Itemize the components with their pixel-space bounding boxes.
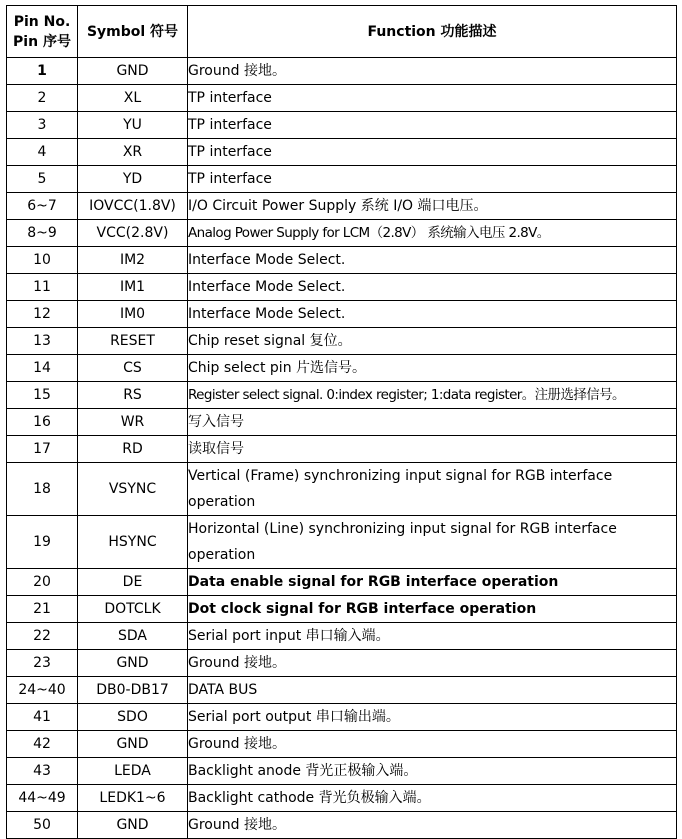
header-pin-line2: Pin 序号 bbox=[13, 33, 71, 50]
pin-number-cell: 44~49 bbox=[7, 785, 78, 812]
symbol-cell: IM0 bbox=[78, 301, 188, 328]
function-cell: Interface Mode Select. bbox=[188, 274, 677, 301]
table-row bbox=[7, 812, 677, 839]
function-cell: Horizontal (Line) synchronizing input signal for RGB interface operation bbox=[188, 516, 677, 569]
pin-number-cell: 5 bbox=[7, 166, 78, 193]
table-row bbox=[7, 220, 677, 247]
pin-number-cell: 18 bbox=[7, 463, 78, 516]
pin-number-cell: 12 bbox=[7, 301, 78, 328]
table-body bbox=[7, 58, 677, 839]
function-cell: Ground 接地。 bbox=[188, 58, 677, 85]
function-cell: Data enable signal for RGB interface operation bbox=[188, 569, 677, 596]
function-cell: Ground 接地。 bbox=[188, 812, 677, 839]
pin-number-cell: 13 bbox=[7, 328, 78, 355]
pin-number-cell: 2 bbox=[7, 85, 78, 112]
table-row bbox=[7, 436, 677, 463]
table-row bbox=[7, 274, 677, 301]
table-row bbox=[7, 677, 677, 704]
pin-number-cell: 43 bbox=[7, 758, 78, 785]
function-cell: Ground 接地。 bbox=[188, 650, 677, 677]
table-header-row bbox=[7, 6, 677, 58]
pin-number-cell: 50 bbox=[7, 812, 78, 839]
pin-number-cell: 42 bbox=[7, 731, 78, 758]
symbol-cell: GND bbox=[78, 650, 188, 677]
symbol-cell: RD bbox=[78, 436, 188, 463]
function-cell: Interface Mode Select. bbox=[188, 301, 677, 328]
symbol-cell: GND bbox=[78, 812, 188, 839]
pin-number-cell: 10 bbox=[7, 247, 78, 274]
header-pin bbox=[7, 6, 78, 58]
function-cell: Interface Mode Select. bbox=[188, 247, 677, 274]
pin-number-cell: 3 bbox=[7, 112, 78, 139]
function-cell: Backlight anode 背光正极输入端。 bbox=[188, 758, 677, 785]
header-function: Function 功能描述 bbox=[188, 6, 677, 58]
function-cell: I/O Circuit Power Supply 系统 I/O 端口电压。 bbox=[188, 193, 677, 220]
table-row bbox=[7, 731, 677, 758]
table-row bbox=[7, 650, 677, 677]
table-row bbox=[7, 704, 677, 731]
symbol-cell: LEDK1~6 bbox=[78, 785, 188, 812]
function-cell: TP interface bbox=[188, 112, 677, 139]
function-cell: TP interface bbox=[188, 139, 677, 166]
table-row bbox=[7, 382, 677, 409]
symbol-cell: VCC(2.8V) bbox=[78, 220, 188, 247]
function-cell: Chip select pin 片选信号。 bbox=[188, 355, 677, 382]
table-row bbox=[7, 516, 677, 569]
function-cell: Serial port output 串口输出端。 bbox=[188, 704, 677, 731]
table-row bbox=[7, 301, 677, 328]
table-row bbox=[7, 58, 677, 85]
function-cell: Dot clock signal for RGB interface operation bbox=[188, 596, 677, 623]
function-cell: Serial port input 串口输入端。 bbox=[188, 623, 677, 650]
pin-number-cell: 4 bbox=[7, 139, 78, 166]
header-pin-line1: Pin No. bbox=[13, 13, 71, 30]
function-cell: Backlight cathode 背光负极输入端。 bbox=[188, 785, 677, 812]
pin-number-cell: 17 bbox=[7, 436, 78, 463]
pin-number-cell: 21 bbox=[7, 596, 78, 623]
symbol-cell: HSYNC bbox=[78, 516, 188, 569]
table-row bbox=[7, 166, 677, 193]
function-cell: Vertical (Frame) synchronizing input signal for RGB interface operation bbox=[188, 463, 677, 516]
function-cell: TP interface bbox=[188, 85, 677, 112]
pin-number-cell: 19 bbox=[7, 516, 78, 569]
function-cell: TP interface bbox=[188, 166, 677, 193]
table-row bbox=[7, 409, 677, 436]
pin-number-cell: 23 bbox=[7, 650, 78, 677]
symbol-cell: XR bbox=[78, 139, 188, 166]
pin-number-cell: 20 bbox=[7, 569, 78, 596]
table-row bbox=[7, 112, 677, 139]
symbol-cell: IM1 bbox=[78, 274, 188, 301]
symbol-cell: IM2 bbox=[78, 247, 188, 274]
symbol-cell: IOVCC(1.8V) bbox=[78, 193, 188, 220]
table-row bbox=[7, 758, 677, 785]
table-row bbox=[7, 139, 677, 166]
function-cell: Register select signal. 0:index register; 1:data register。注册选择信号。 bbox=[188, 382, 677, 409]
pin-number-cell: 22 bbox=[7, 623, 78, 650]
table-row bbox=[7, 247, 677, 274]
table-row bbox=[7, 596, 677, 623]
symbol-cell: SDA bbox=[78, 623, 188, 650]
table-row bbox=[7, 623, 677, 650]
header-symbol: Symbol 符号 bbox=[78, 6, 188, 58]
pin-number-cell: 11 bbox=[7, 274, 78, 301]
symbol-cell: YU bbox=[78, 112, 188, 139]
symbol-cell: DE bbox=[78, 569, 188, 596]
pin-number-cell: 6~7 bbox=[7, 193, 78, 220]
symbol-cell: WR bbox=[78, 409, 188, 436]
table-row bbox=[7, 463, 677, 516]
pin-number-cell: 14 bbox=[7, 355, 78, 382]
symbol-cell: VSYNC bbox=[78, 463, 188, 516]
pin-definition-table bbox=[6, 5, 677, 839]
table-row bbox=[7, 355, 677, 382]
function-cell: Chip reset signal 复位。 bbox=[188, 328, 677, 355]
symbol-cell: RESET bbox=[78, 328, 188, 355]
table-row bbox=[7, 785, 677, 812]
function-cell: 写入信号 bbox=[188, 409, 677, 436]
function-cell: Ground 接地。 bbox=[188, 731, 677, 758]
table-row bbox=[7, 328, 677, 355]
function-cell: DATA BUS bbox=[188, 677, 677, 704]
table-row bbox=[7, 85, 677, 112]
symbol-cell: RS bbox=[78, 382, 188, 409]
table-row bbox=[7, 193, 677, 220]
pin-number-cell: 8~9 bbox=[7, 220, 78, 247]
symbol-cell: YD bbox=[78, 166, 188, 193]
function-cell: 读取信号 bbox=[188, 436, 677, 463]
table-row bbox=[7, 569, 677, 596]
pin-number-cell: 16 bbox=[7, 409, 78, 436]
pin-number-cell: 24~40 bbox=[7, 677, 78, 704]
symbol-cell: LEDA bbox=[78, 758, 188, 785]
symbol-cell: DB0-DB17 bbox=[78, 677, 188, 704]
symbol-cell: GND bbox=[78, 731, 188, 758]
symbol-cell: XL bbox=[78, 85, 188, 112]
symbol-cell: DOTCLK bbox=[78, 596, 188, 623]
pin-number-cell: 1 bbox=[7, 58, 78, 85]
symbol-cell: CS bbox=[78, 355, 188, 382]
symbol-cell: SDO bbox=[78, 704, 188, 731]
pin-number-cell: 15 bbox=[7, 382, 78, 409]
function-cell: Analog Power Supply for LCM（2.8V） 系统输入电压 2.8V。 bbox=[188, 220, 677, 247]
pin-number-cell: 41 bbox=[7, 704, 78, 731]
symbol-cell: GND bbox=[78, 58, 188, 85]
